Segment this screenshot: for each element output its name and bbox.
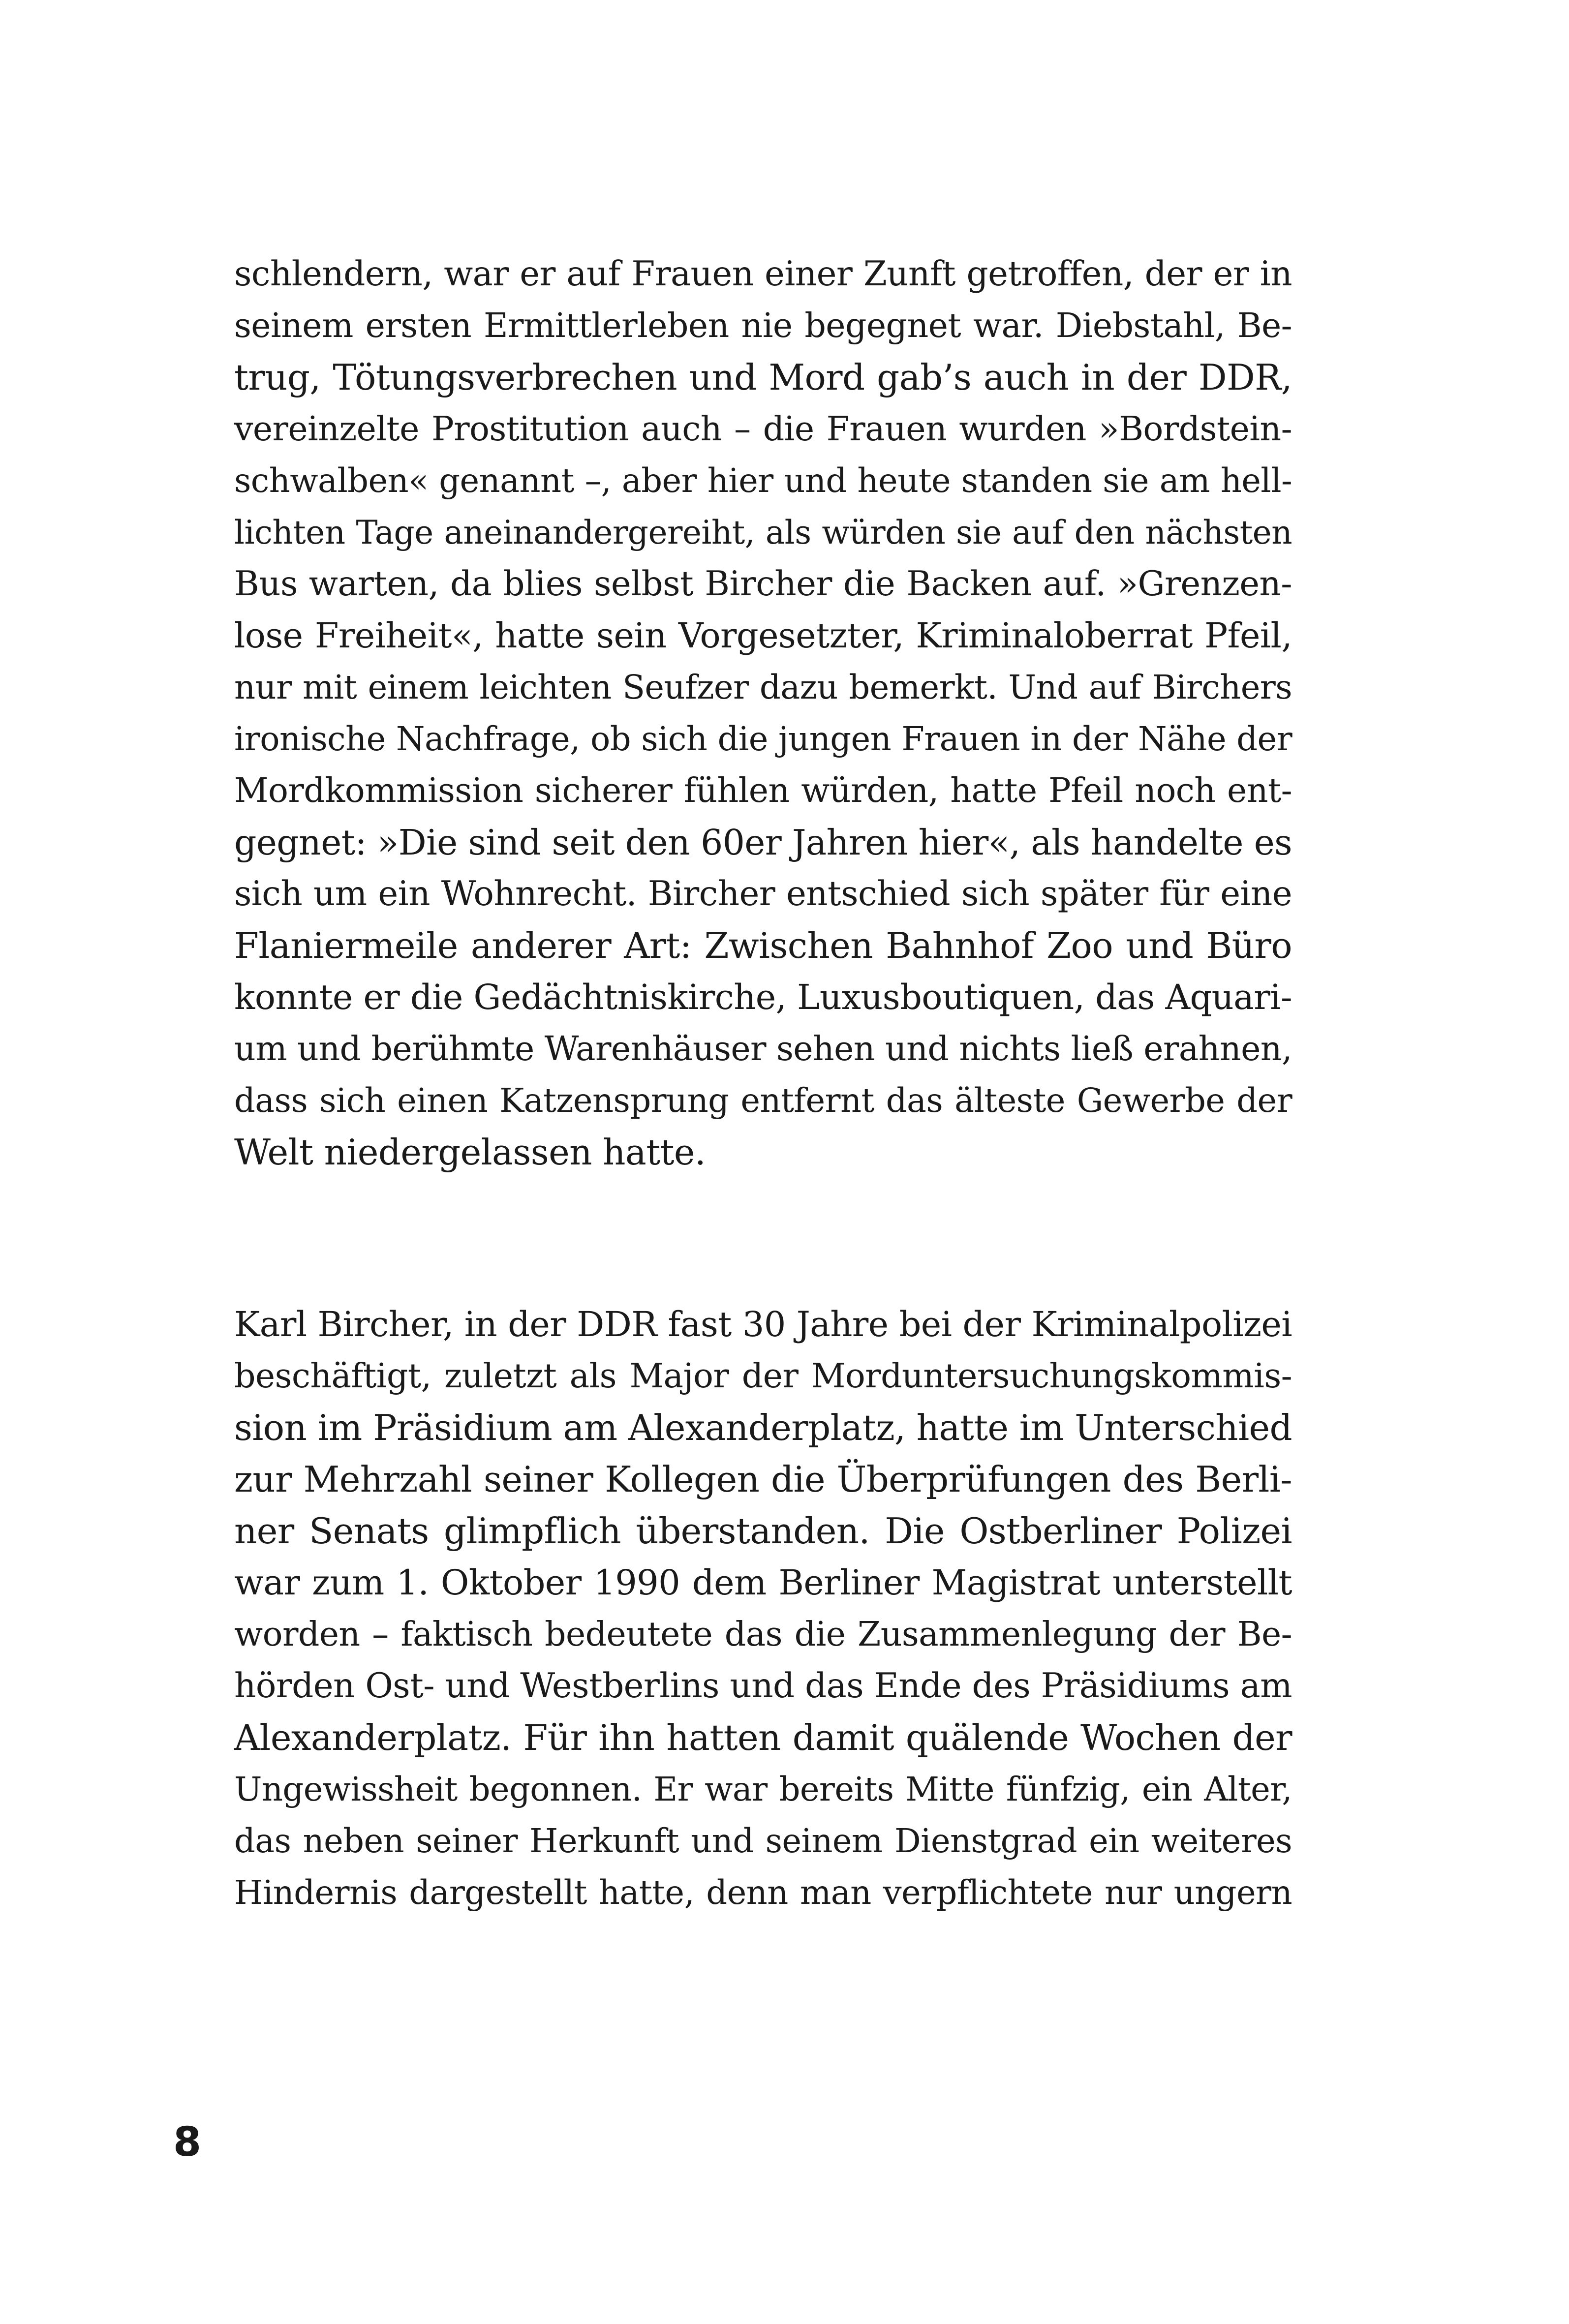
text-line: Hindernis dargestellt hatte, denn man verpflichtete nur ungern (234, 1873, 1292, 1912)
text-line: ironische Nachfrage, ob sich die jungen Frauen in der Nähe der (234, 720, 1292, 758)
text-line: lichten Tage aneinandergereiht, als würden sie auf den nächsten (234, 514, 1292, 551)
text-line: Mordkommission sicherer fühlen würden, hatte Pfeil noch ent- (234, 771, 1292, 810)
page-number: 8 (173, 2119, 202, 2166)
text-line: um und berühmte Warenhäuser sehen und nichts ließ erahnen, (234, 1030, 1292, 1069)
text-line: schlendern, war er auf Frauen einer Zunft getroffen, der er in (234, 254, 1292, 294)
text-line: Alexanderplatz. Für ihn hatten damit quälende Wochen der (234, 1717, 1292, 1758)
text-line: das neben seiner Herkunft und seinem Dienstgrad ein weiteres (234, 1822, 1292, 1860)
text-line: war zum 1. Oktober 1990 dem Berliner Magistrat unterstellt (234, 1562, 1292, 1603)
text-line: worden – faktisch bedeutete das die Zusammenlegung der Be- (234, 1615, 1292, 1654)
text-line: schwalben« genannt –, aber hier und heute standen sie am hell- (234, 461, 1292, 500)
text-line: dass sich einen Katzensprung entfernt das älteste Gewerbe der (234, 1081, 1292, 1120)
text-line: vereinzelte Prostitution auch – die Frauen wurden »Bordstein- (234, 410, 1292, 449)
text-line: hörden Ost- und Westberlins und das Ende des Präsidiums am (234, 1666, 1292, 1706)
text-line: sich um ein Wohnrecht. Bircher entschied sich später für eine (234, 874, 1292, 914)
text-line: trug, Tötungsverbrechen und Mord gab’s auch in der DDR, (234, 357, 1292, 398)
text-line: seinem ersten Ermittlerleben nie begegnet war. Diebstahl, Be- (234, 306, 1292, 345)
text-line: beschäftigt, zuletzt als Major der Morduntersuchungskommis- (234, 1357, 1292, 1396)
text-line: Welt niedergelassen hatte. (234, 1131, 706, 1173)
text-line: lose Freiheit«, hatte sein Vorgesetzter, Kriminaloberrat Pfeil, (234, 615, 1292, 656)
paragraph-2 (234, 1299, 1292, 1919)
text-line: Ungewissheit begonnen. Er war bereits Mitte fünfzig, ein Alter, (234, 1770, 1292, 1808)
text-line: sion im Präsidium am Alexanderplatz, hatte im Unterschied (234, 1407, 1292, 1448)
text-line: Bus warten, da blies selbst Bircher die Backen auf. »Grenzen- (234, 564, 1292, 604)
text-line: nur mit einem leichten Seufzer dazu bemerkt. Und auf Birchers (234, 668, 1292, 706)
text-line: Karl Bircher, in der DDR fast 30 Jahre bei der Kriminalpolizei (234, 1304, 1292, 1345)
paragraph-1 (234, 248, 1292, 1178)
text-line: zur Mehrzahl seiner Kollegen die Überprüfungen des Berli- (234, 1459, 1292, 1500)
text-line: gegnet: »Die sind seit den 60er Jahren hier«, als handelte es (234, 822, 1292, 863)
text-line: ner Senats glimpflich überstanden. Die Ostberliner Polizei (234, 1510, 1292, 1552)
text-line: Flaniermeile anderer Art: Zwischen Bahnhof Zoo und Büro (234, 925, 1292, 966)
text-line: konnte er die Gedächtniskirche, Luxusboutiquen, das Aquari- (234, 977, 1292, 1017)
